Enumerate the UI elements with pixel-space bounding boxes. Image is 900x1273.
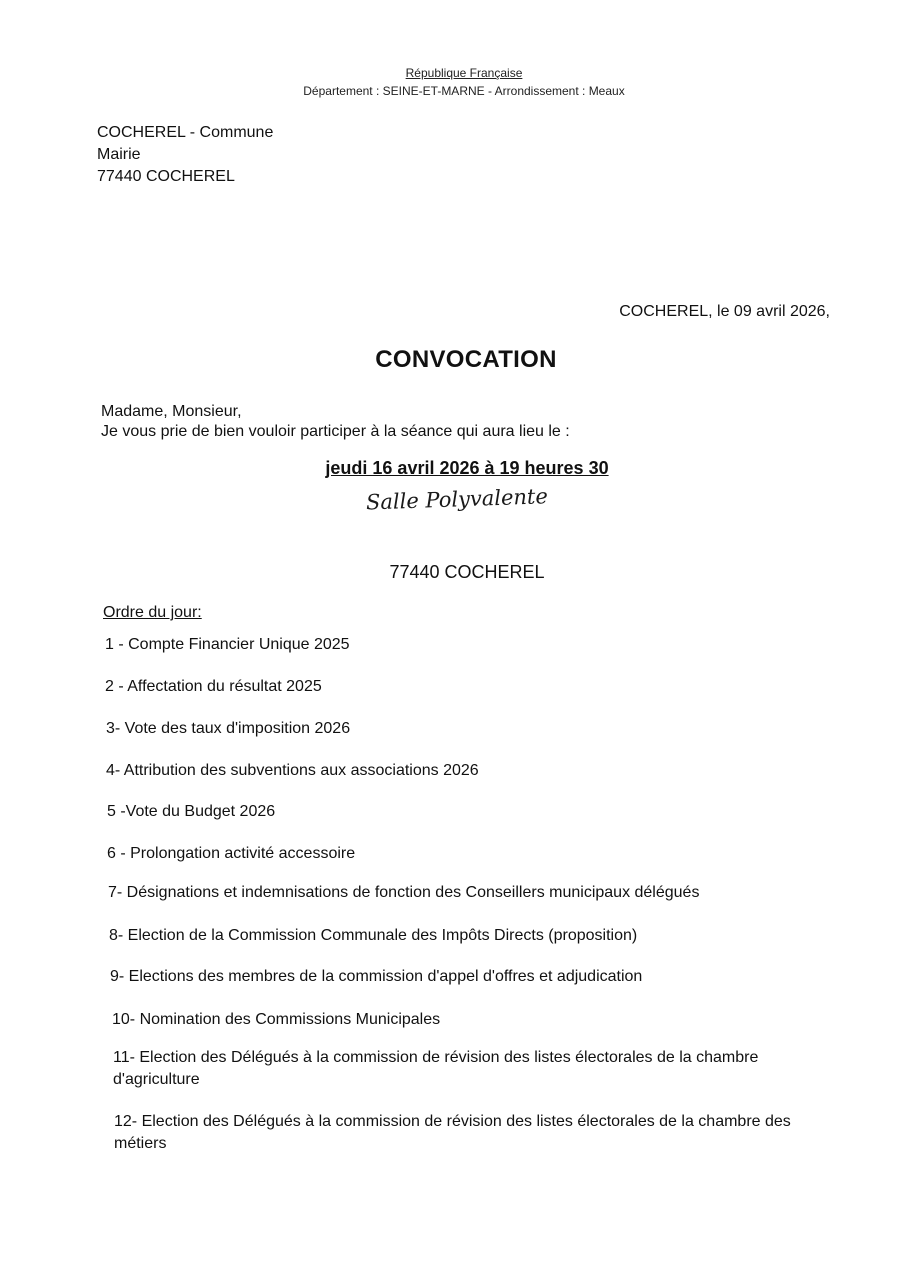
date-line: COCHEREL, le 09 avril 2026, bbox=[619, 303, 830, 320]
agenda-item: 4- Attribution des subventions aux associations 2026 bbox=[106, 762, 479, 779]
agenda-item: 6 - Prolongation activité accessoire bbox=[107, 845, 356, 862]
agenda-title: Ordre du jour: bbox=[103, 604, 202, 621]
page-title: CONVOCATION bbox=[375, 346, 557, 373]
sender-line-commune: COCHEREL - Commune bbox=[97, 124, 274, 141]
sender-line-postal: 77440 COCHEREL bbox=[97, 168, 235, 185]
agenda-item: 8- Election de la Commission Communale des Impôts Directs (proposition) bbox=[109, 927, 638, 944]
agenda-item: 1 - Compte Financier Unique 2025 bbox=[105, 636, 350, 653]
handwritten-venue-text: Salle Polyvalente bbox=[365, 484, 549, 515]
agenda-item: 2 - Affectation du résultat 2025 bbox=[105, 678, 322, 695]
agenda-item: 9- Elections des membres de la commission d'appel d'offres et adjudication bbox=[110, 968, 643, 985]
republique-label: République Française bbox=[405, 66, 523, 80]
agenda-item: 5 -Vote du Budget 2026 bbox=[107, 803, 276, 820]
meeting-date: jeudi 16 avril 2026 à 19 heures 30 bbox=[325, 458, 609, 478]
agenda-item: 10- Nomination des Commissions Municipales bbox=[112, 1011, 441, 1028]
greeting: Madame, Monsieur, bbox=[101, 403, 242, 420]
invitation-text: Je vous prie de bien vouloir participer à la séance qui aura lieu le : bbox=[101, 423, 570, 440]
agenda-item: 3- Vote des taux d'imposition 2026 bbox=[106, 720, 351, 737]
meeting-town: 77440 COCHEREL bbox=[389, 562, 545, 582]
departement-label: Département : SEINE-ET-MARNE - Arrondissement : Meaux bbox=[303, 84, 625, 98]
sender-line-mairie: Mairie bbox=[97, 146, 141, 163]
agenda-item: 12- Election des Délégués à la commission de révision des listes électorales de la chambre des métiers bbox=[114, 1113, 791, 1152]
agenda-item: 11- Election des Délégués à la commission de révision des listes électorales de la chambre d'agriculture bbox=[113, 1049, 759, 1088]
agenda-item: 7- Désignations et indemnisations de fonction des Conseillers municipaux délégués bbox=[108, 884, 700, 901]
